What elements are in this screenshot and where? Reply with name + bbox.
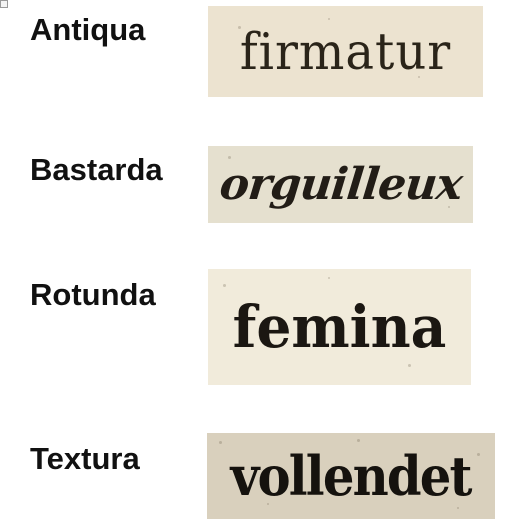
sample-word-bastarda: orguilleux (216, 159, 465, 210)
label-bastarda: Bastarda (30, 152, 163, 187)
sample-image-antiqua (208, 6, 483, 97)
sample-word-textura: vollendet (230, 444, 472, 508)
sample-image-bastarda (208, 146, 473, 223)
sample-word-rotunda: femina (232, 293, 447, 361)
label-textura: Textura (30, 441, 140, 476)
label-antiqua: Antiqua (30, 12, 146, 47)
sample-word-antiqua: firmatur (239, 22, 452, 81)
label-rotunda: Rotunda (30, 277, 156, 312)
sample-image-textura (207, 433, 495, 519)
sample-image-rotunda (208, 269, 471, 385)
image-placeholder-icon (0, 0, 8, 8)
